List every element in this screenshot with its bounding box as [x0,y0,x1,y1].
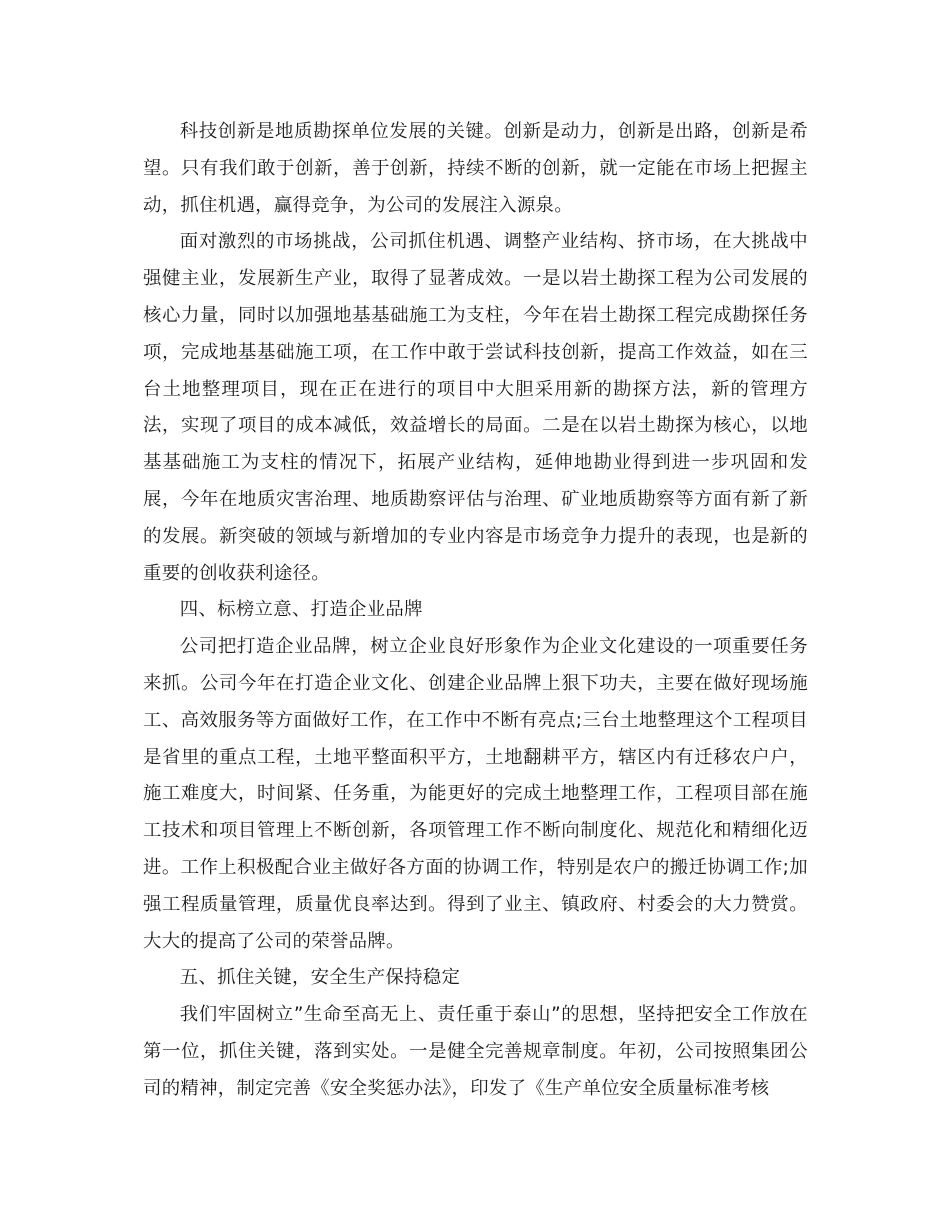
paragraph-brand-building: 公司把打造企业品牌，树立企业良好形象作为企业文化建设的一项重要任务来抓。公司今年在打造企业文化、创建企业品牌上狠下功夫，主要在做好现场施工、高效服务等方面做好工作，在工作中不断有亮点;三台土地整理这个工程项目是省里的重点工程，土地平整面积平方，土地翻耕平方，辖区内有迁移农户户，施工难度大，时间紧、任务重，为能更好的完成土地整理工作，工程项目部在施工技术和项目管理上不断创新，各项管理工作不断向制度化、规范化和精细化迈进。工作上积极配合业主做好各方面的协调工作，特别是农户的搬迁协调工作;加强工程质量管理，质量优良率达到。得到了业主、镇政府、村委会的大力赞赏。大大的提高了公司的荣誉品牌。 [143,636,808,952]
section-heading-brand: 四、标榜立意、打造企业品牌 [179,599,423,621]
paragraph-market-challenge: 面对激烈的市场挑战，公司抓住机遇、调整产业结构、挤市场，在大挑战中强健主业，发展新生产业，取得了显著成效。一是以岩土勘探工程为公司发展的核心力量，同时以加强地基基础施工为支柱，今年在岩土勘探工程完成勘探任务项，完成地基基础施工项，在工作中敢于尝试科技创新，提高工作效益，如在三台土地整理项目，现在正在进行的项目中大胆采用新的勘探方法，新的管理方法，实现了项目的成本减低，效益增长的局面。二是在以岩土勘探为核心，以地基基础施工为支柱的情况下，拓展产业结构，延伸地勘业得到进一步巩固和发展，今年在地质灾害治理、地质勘察评估与治理、矿业地质勘察等方面有新了新的发展。新突破的领域与新增加的专业内容是市场竞争力提升的表现，也是新的重要的创收获利途径。 [143,231,808,584]
document-body [143,114,808,1108]
paragraph-safety: 我们牢固树立”生命至高无上、责任重于泰山”的思想，坚持把安全工作放在第一位，抓住关键，落到实处。一是健全完善规章制度。年初，公司按照集团公司的精神，制定完善《安全奖惩办法》，印发了《生产单位安全质量标准考核 [143,1004,808,1099]
paragraph-tech-innovation: 科技创新是地质勘探单位发展的关键。创新是动力，创新是出路，创新是希望。只有我们敢于创新，善于创新，持续不断的创新，就一定能在市场上把握主动，抓住机遇，赢得竞争，为公司的发展注入源泉。 [143,121,808,216]
section-heading-safety: 五、抓住关键，安全生产保持稳定 [179,967,461,989]
